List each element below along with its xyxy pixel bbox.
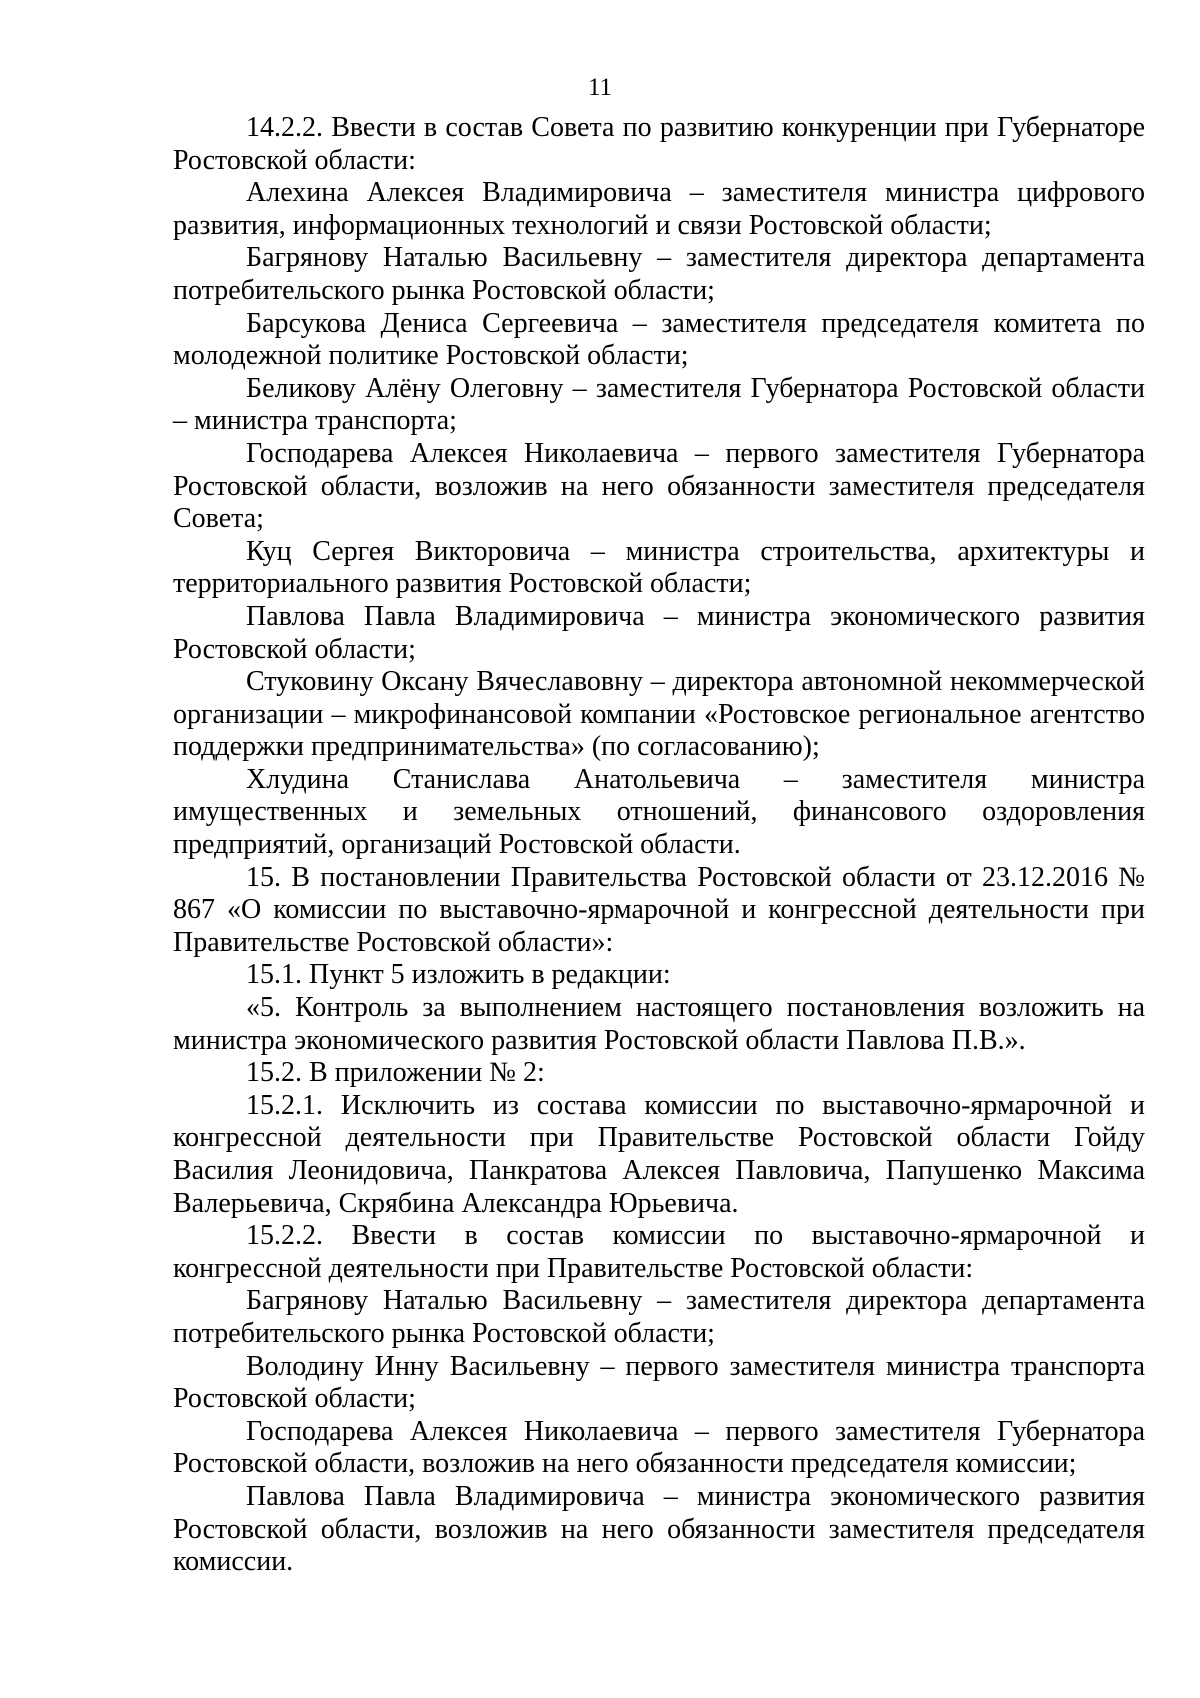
paragraph-alekhin: Алехина Алексея Владимировича – заместителя министра цифрового развития, информационных технологий и связи Ростовской области; bbox=[173, 177, 1145, 241]
document-body bbox=[173, 112, 1145, 1579]
paragraph-15-1: 15.1. Пункт 5 изложить в редакции: bbox=[246, 959, 671, 991]
paragraph-15-2-2: 15.2.2. Ввести в состав комиссии по выставочно-ярмарочной и конгрессной деятельности при Правительстве Ростовской области: bbox=[173, 1220, 1145, 1284]
paragraph-gospodarev: Господарева Алексея Николаевича – первого заместителя Губернатора Ростовской области, возложив на него обязанности заместителя председателя Совета; bbox=[173, 437, 1145, 535]
paragraph-barsukov: Барсукова Дениса Сергеевича – заместителя председателя комитета по молодежной политике Ростовской области; bbox=[173, 307, 1145, 372]
paragraph-15: 15. В постановлении Правительства Ростовской области от 23.12.2016 № 867 «О комиссии по выставочно-ярмарочной и конгрессной деятельности при Правительстве Ростовской области»: bbox=[173, 861, 1145, 958]
page-number: 11 bbox=[587, 74, 613, 101]
paragraph-belikova: Беликову Алёну Олеговну – заместителя Губернатора Ростовской области – министра транспорта; bbox=[173, 372, 1145, 437]
paragraph-15-2: 15.2. В приложении № 2: bbox=[246, 1057, 545, 1089]
paragraph-pavlov-2: Павлова Павла Владимировича – министра экономического развития Ростовской области, возложив на него обязанности заместителя председателя комиссии. bbox=[173, 1480, 1145, 1578]
paragraph-gospodarev-2: Господарева Алексея Николаевича – первого заместителя Губернатора Ростовской области, возложив на него обязанности председателя комиссии; bbox=[173, 1415, 1145, 1480]
paragraph-volodina: Володину Инну Васильевну – первого заместителя министра транспорта Ростовской области; bbox=[173, 1350, 1145, 1415]
paragraph-khludin: Хлудина Станислава Анатольевича – заместителя министра имущественных и земельных отношений, финансового оздоровления предприятий, организаций Ростовской области. bbox=[173, 763, 1145, 861]
paragraph-15-1-text: «5. Контроль за выполнением настоящего постановления возложить на министра экономического развития Ростовской области Павлова П.В.». bbox=[173, 992, 1145, 1056]
paragraph-bagryanova: Багрянову Наталью Васильевну – заместителя директора департамента потребительского рынка Ростовской области; bbox=[173, 242, 1145, 306]
paragraph-14-2-2: 14.2.2. Ввести в состав Совета по развитию конкуренции при Губернаторе Ростовской области: bbox=[173, 112, 1145, 176]
paragraph-pavlov: Павлова Павла Владимировича – министра экономического развития Ростовской области; bbox=[173, 600, 1145, 665]
paragraph-kuts: Куц Сергея Викторовича – министра строительства, архитектуры и территориального развития Ростовской области; bbox=[173, 535, 1145, 600]
paragraph-bagryanova-2: Багрянову Наталью Васильевну – заместителя директора департамента потребительского рынка Ростовской области; bbox=[173, 1285, 1145, 1349]
paragraph-stukovina: Стуковину Оксану Вячеславовну – директора автономной некоммерческой организации – микрофинансовой компании «Ростовское региональное агентство поддержки предпринимательства» (по согласованию); bbox=[173, 666, 1145, 763]
paragraph-15-2-1: 15.2.1. Исключить из состава комиссии по выставочно-ярмарочной и конгрессной деятельности при Правительстве Ростовской области Гойду Василия Леонидовича, Панкратова Алексея Павловича, Папушенко Максима Валерьевича, Скрябина Александра Юрьевича. bbox=[173, 1089, 1145, 1219]
